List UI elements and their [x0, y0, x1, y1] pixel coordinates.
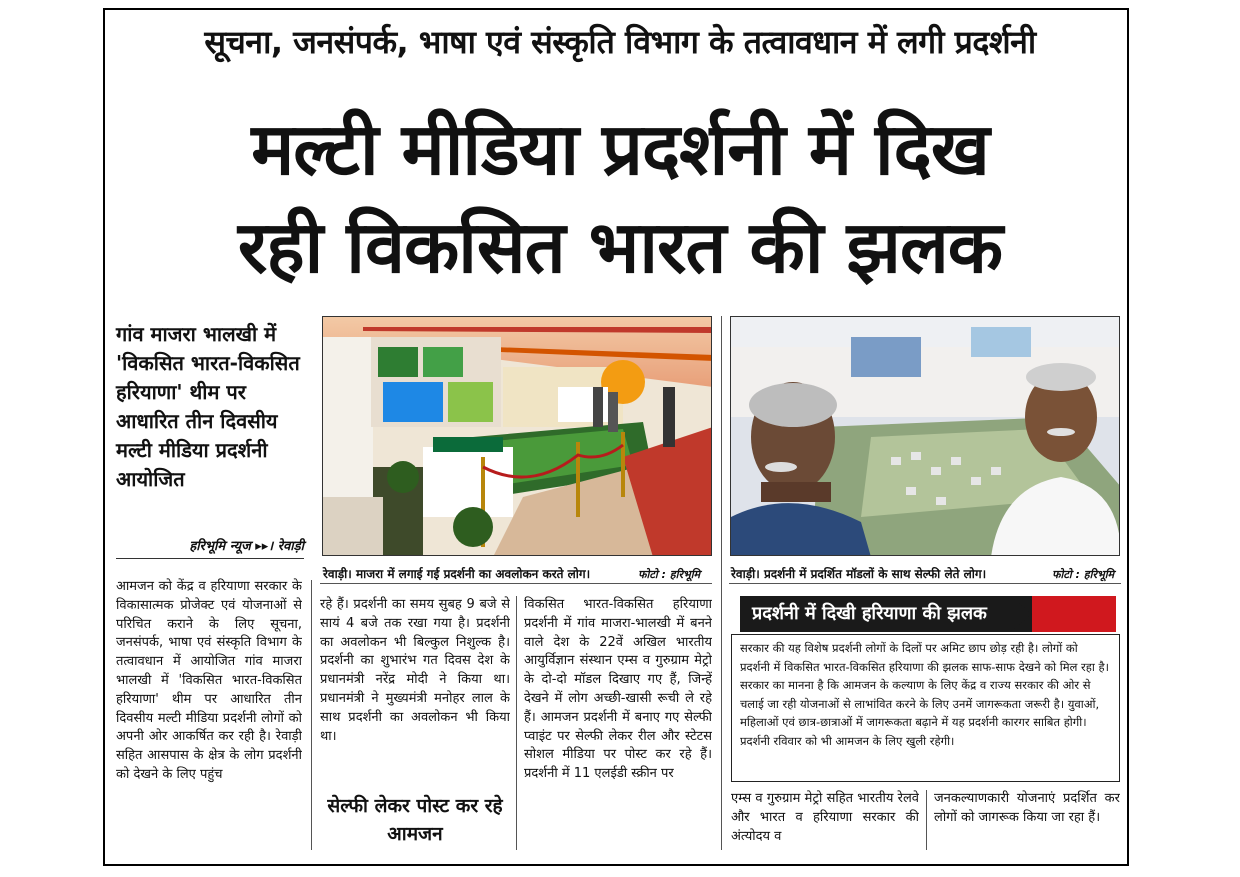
headline-line-2: रही विकसित भारत की झलक	[237, 205, 1003, 289]
selfie-photo	[730, 316, 1120, 556]
body-column-5: जनकल्याणकारी योजनाएं प्रदर्शित कर लोगों को जागरूक किया जा रहा हैं।	[934, 791, 1120, 825]
selfie-image	[731, 317, 1120, 556]
column-divider	[721, 316, 722, 850]
subheading: सेल्फी लेकर पोस्ट कर रहे आमजन	[327, 795, 503, 845]
column-divider	[926, 790, 927, 850]
exhibition-hall-image	[323, 317, 712, 556]
headline	[125, 100, 1115, 296]
kicker: सूचना, जनसंपर्क, भाषा एवं संस्कृति विभाग के तत्वावधान में लगी प्रदर्शनी	[204, 23, 1036, 61]
sidebar-title: प्रदर्शनी में दिखी हरियाणा की झलक	[752, 603, 987, 624]
headline-line-1: मल्टी मीडिया प्रदर्शनी में दिख	[251, 107, 989, 191]
caption-rule	[320, 583, 712, 584]
body-column-2: रहे हैं। प्रदर्शनी का समय सुबह 9 बजे से सायं 4 बजे तक रखा गया है। प्रदर्शनी का अवलोकन भी बिल्कुल निशुल्क है। प्रदर्शनी का शुभारंभ गत दिवस देश के प्रधानमंत्री नरेंद्र मोदी ने किया था। प्रधानमंत्री ने मुख्यमंत्री मनोहर लाल के साथ प्रदर्शनी का अवलोकन भी किया था।	[320, 597, 510, 744]
photo-1-caption: रेवाड़ी। माजरा में लगाई गई प्रदर्शनी का अवलोकन करते लोग।	[323, 567, 591, 581]
photo-2-caption: रेवाड़ी। प्रदर्शनी में प्रदर्शित मॉडलों के साथ सेल्फी लेते लोग।	[731, 567, 987, 581]
body-column-1: आमजन को केंद्र व हरियाणा सरकार के विकासात्मक प्रोजेक्ट एवं योजनाओं से परिचित कराने के लिए सूचना, जनसंपर्क, भाषा एवं संस्कृति विभाग के तत्वावधान में आयोजित गांव माजरा भालखी में 'विकसित भारत-विकसित हरियाणा' थीम पर आधारित तीन दिवसीय मल्टी मीडिया प्रदर्शनी लोगों को अपनी ओर आकर्षित कर रही है। रेवाड़ी सहित आसपास के क्षेत्र के लोग प्रदर्शनी को देखने के लिए पहुंच	[116, 579, 302, 782]
sidebar-banner-arrow	[1010, 596, 1032, 632]
photo-1-credit: फोटो : हरिभूमि	[638, 568, 701, 581]
sidebar-banner-accent	[1032, 596, 1116, 632]
column-divider	[516, 596, 517, 850]
caption-rule	[729, 583, 1121, 584]
byline: हरिभूमि न्यूज ▸▸। रेवाड़ी	[116, 536, 304, 559]
sidebar-body: सरकार की यह विशेष प्रदर्शनी लोगों के दिलों पर अमिट छाप छोड़ रही है। लोगों को प्रदर्शनी में विकसित भारत-विकसित हरियाणा की झलक साफ-साफ देखने को मिल रहा है। सरकार का मानना है कि आमजन के कल्याण के लिए केंद्र व राज्य सरकार की ओर से चलाई जा रही योजनाओं से लाभांवित करने के लिए उनमें जागरूकता जरूरी है। युवाओं, महिलाओं एवं छात्र-छात्राओं में जागरूकता बढ़ाने में यह प्रदर्शनी कारगर साबित होगी। प्रदर्शनी रविवार को भी आमजन के लिए खुली रहेगी।	[731, 634, 1120, 782]
body-column-4: एम्स व गुरुग्राम मेट्रो सहित भारतीय रेलवे और भारत व हरियाणा सरकार की अंत्योदय व	[731, 791, 919, 844]
exhibition-hall-photo	[322, 316, 712, 556]
deck: गांव माजरा भालखी में 'विकसित भारत-विकसित हरियाणा' थीम पर आधारित तीन दिवसीय मल्टी मीडिया प्रदर्शनी आयोजित	[116, 322, 300, 491]
body-column-3: विकसित भारत-विकसित हरियाणा प्रदर्शनी में गांव माजरा-भालखी में बनने वाले देश के 22वें अखिल भारतीय आयुर्विज्ञान संस्थान एम्स व गुरुग्राम मेट्रो के दो-दो मॉडल दिखाए गए हैं, जिन्हें देखने में लोग अच्छी-खासी रूची ले रहे हैं। आमजन प्रदर्शनी में बनाए गए सेल्फी प्वाइंट पर सेल्फी लेकर रील और स्टेटस सोशल मीडिया पर पोस्ट कर रहे हैं। प्रदर्शनी में 11 एलईडी स्क्रीन पर	[524, 597, 712, 782]
column-divider	[311, 580, 312, 850]
photo-2-credit: फोटो : हरिभूमि	[1052, 568, 1115, 581]
